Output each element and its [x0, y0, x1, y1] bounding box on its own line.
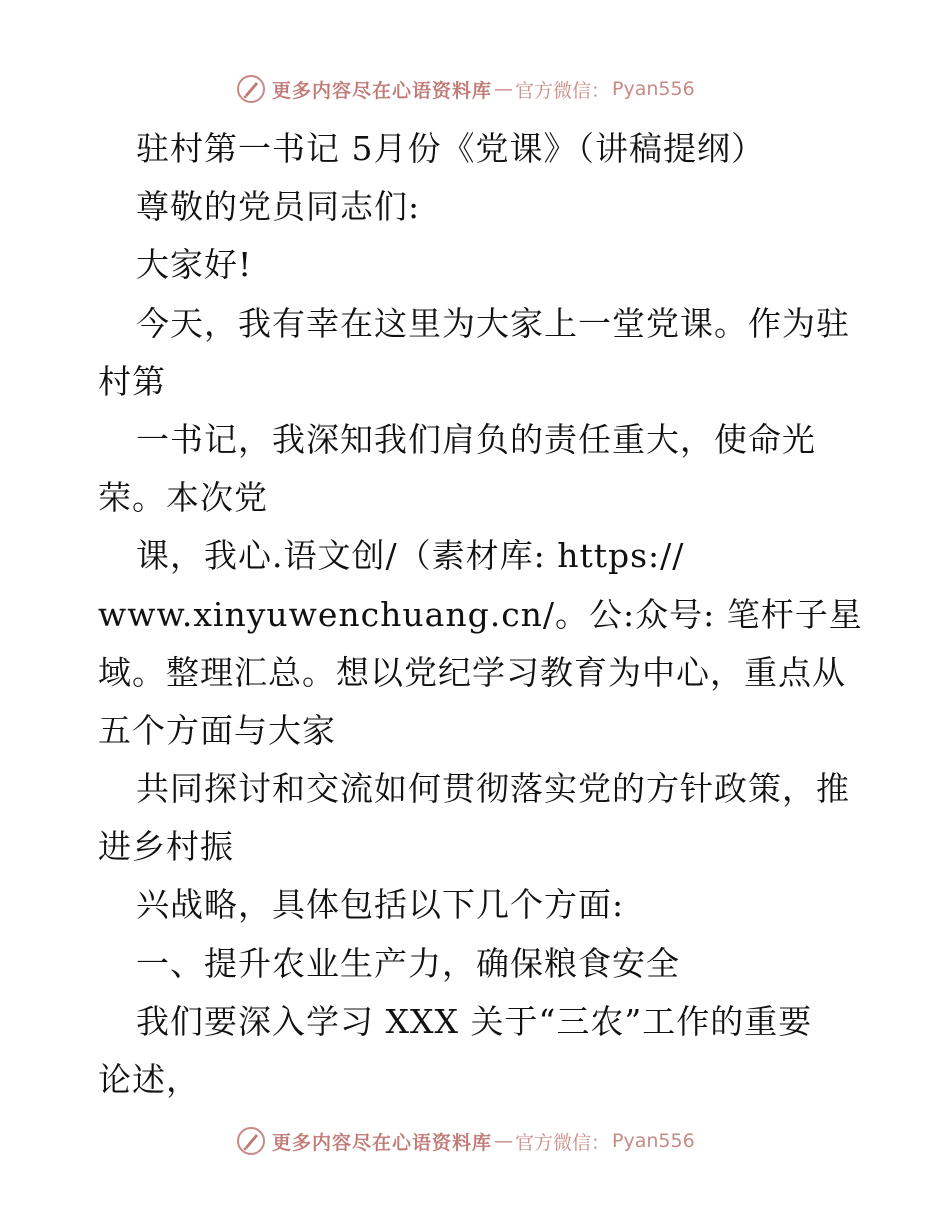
paragraph-line: 村第 — [98, 361, 166, 401]
watermark-brand: 更多内容尽在心语资料库 — [272, 1131, 493, 1154]
paragraph-line: 我们要深入学习 XXX 关于“三农”工作的重要 — [136, 1001, 813, 1041]
paragraph-line: 兴战略，具体包括以下几个方面: — [136, 885, 625, 925]
salutation: 尊敬的党员同志们: — [136, 187, 421, 227]
greeting: 大家好! — [136, 245, 253, 285]
quill-pen-icon — [236, 1126, 266, 1156]
watermark-banner-top — [236, 72, 716, 106]
watermark-wechat-id: Pyan556 — [612, 78, 695, 100]
paragraph-line: 域。整理汇总。想以党纪学习教育为中心，重点从 — [98, 652, 846, 692]
watermark-banner-bottom — [236, 1124, 716, 1158]
paragraph-line: 进乡村振 — [98, 827, 234, 867]
paragraph-line: 一书记，我深知我们肩负的责任重大，使命光 — [136, 419, 816, 459]
watermark-wechat-label: 官方微信： — [515, 79, 611, 102]
section-heading: 一、提升农业生产力，确保粮食安全 — [136, 943, 680, 983]
paragraph-line: 荣。本次党 — [98, 478, 268, 518]
paragraph-line: 五个方面与大家 — [98, 710, 336, 750]
quill-pen-icon — [236, 74, 266, 104]
watermark-wechat-label: 官方微信： — [515, 1131, 611, 1154]
watermark-brand: 更多内容尽在心语资料库 — [272, 79, 493, 102]
document-title: 驻村第一书记 5月份《党课》（讲稿提纲） — [136, 129, 765, 168]
watermark-wechat-id: Pyan556 — [612, 1130, 695, 1152]
watermark-separator: — — [494, 1130, 514, 1152]
document-body — [98, 120, 863, 1109]
paragraph-line: 论述， — [98, 1060, 200, 1099]
paragraph-line: 共同探讨和交流如何贯彻落实党的方针政策，推 — [136, 769, 850, 809]
paragraph-line: www.xinyuwenchuang.cn/。公:众号: 笔杆子星 — [98, 594, 863, 634]
watermark-separator: — — [494, 78, 514, 100]
paragraph-line: 今天，我有幸在这里为大家上一堂党课。作为驻 — [136, 303, 850, 343]
paragraph-line: 课，我心.语文创/（素材库: https:// — [136, 536, 685, 576]
